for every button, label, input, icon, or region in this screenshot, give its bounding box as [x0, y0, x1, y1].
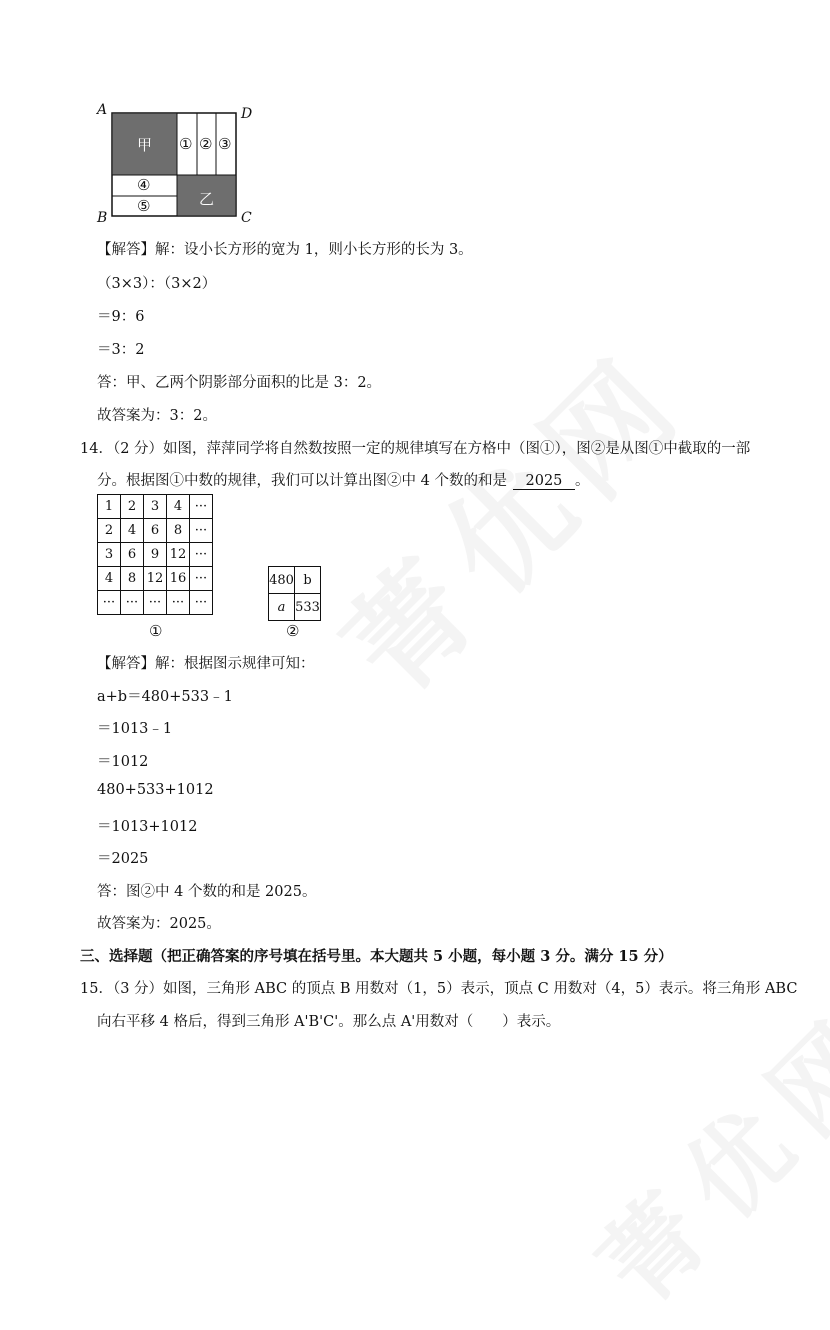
grid1-cell: 9: [144, 543, 167, 567]
q14-solution-line-5: 480+533+1012: [97, 782, 214, 798]
grid1-cell: ···: [190, 567, 213, 591]
strip-2: ②: [199, 135, 213, 153]
grid1-cell: ···: [190, 591, 213, 615]
grid2-cell: a: [269, 594, 295, 621]
label-b: B: [97, 210, 108, 226]
q13-answer-line: 答：甲、乙两个阴影部分面积的比是 3：2。: [97, 375, 382, 391]
label-a: A: [97, 102, 108, 118]
grid1-cell: ···: [144, 591, 167, 615]
grid1-cell: ···: [121, 591, 144, 615]
grid1-cell: 8: [121, 567, 144, 591]
q14-question-line-2: [97, 469, 589, 490]
q15-question-line-2: 向右平移 4 格后，得到三角形 A'B'C'。那么点 A'用数对（ ）表示。: [97, 1014, 561, 1030]
grid1-cell: 2: [121, 495, 144, 519]
grid1-cell: 3: [144, 495, 167, 519]
watermark: [301, 307, 720, 726]
grid1-cell: ···: [190, 495, 213, 519]
grid1-cell: 2: [98, 519, 121, 543]
grid1-cell: 12: [167, 543, 190, 567]
jia-label: 甲: [137, 136, 153, 154]
q14-solution-line-1: 【解答】解：根据图示规律可知：: [97, 656, 315, 672]
q14-final-answer: 故答案为：2025。: [97, 916, 221, 932]
watermark-bottom: [562, 974, 830, 1330]
q14-answer-blank: 2025: [513, 473, 575, 490]
strip-1: ①: [179, 135, 193, 153]
q14-question-text: 分。根据图①中数的规律，我们可以计算出图②中 4 个数的和是: [97, 473, 507, 489]
section-3-heading: 三、选择题（把正确答案的序号填在括号里。本大题共 5 小题，每小题 3 分。满分 15 分）: [80, 948, 673, 965]
q13-solution-line-1: 【解答】解：设小长方形的宽为 1，则小长方形的长为 3。: [97, 242, 473, 258]
grid2-cell: 480: [269, 567, 295, 594]
grid2-cell: b: [295, 567, 321, 594]
q14-solution-line-4: ＝1012: [97, 754, 149, 770]
q13-solution-line-3: ＝9：6: [97, 309, 145, 325]
grid-figure-2: [268, 566, 321, 640]
grid1-cell: 4: [121, 519, 144, 543]
grid1-cell: 12: [144, 567, 167, 591]
grid2-label: ②: [286, 622, 300, 640]
number-grid-1: [97, 494, 213, 615]
rectangle-figure-svg: [95, 100, 265, 225]
grid1-cell: 1: [98, 495, 121, 519]
yi-label: 乙: [199, 190, 215, 208]
q14-solution-line-2: a+b＝480+533﹣1: [97, 689, 233, 705]
label-d: D: [241, 106, 253, 122]
q14-solution-line-3: ＝1013﹣1: [97, 721, 173, 737]
grid-figure-1: [97, 494, 213, 640]
number-grid-2: [268, 566, 321, 621]
grid1-cell: 6: [144, 519, 167, 543]
q14-answer-line: 答：图②中 4 个数的和是 2025。: [97, 884, 317, 900]
grid1-cell: ···: [190, 519, 213, 543]
q13-final-answer: 故答案为：3：2。: [97, 408, 217, 424]
strip-4: ④: [137, 176, 151, 194]
grid1-cell: ···: [190, 543, 213, 567]
q15-question-line-1: 15．（3 分）如图，三角形 ABC 的顶点 B 用数对（1，5）表示，顶点 C 用数对（4，5）表示。将三角形 ABC: [80, 981, 798, 997]
grid1-cell: ···: [98, 591, 121, 615]
q14-question-end: 。: [574, 473, 590, 489]
q14-solution-line-6: ＝1013+1012: [97, 819, 198, 835]
grid1-cell: 4: [167, 495, 190, 519]
q14-solution-line-7: ＝2025: [97, 851, 149, 867]
grid1-cell: 4: [98, 567, 121, 591]
grid1-cell: 6: [121, 543, 144, 567]
strip-3: ③: [218, 135, 232, 153]
grid1-label: ①: [149, 622, 163, 640]
grid2-cell: 533: [295, 594, 321, 621]
rectangle-figure: [95, 100, 265, 225]
q14-question-line-1: 14．（2 分）如图，萍萍同学将自然数按照一定的规律填写在方格中（图①），图②是从图①中截取的一部: [80, 441, 751, 457]
q13-solution-line-2: （3×3）：（3×2）: [97, 276, 217, 292]
grid1-cell: 16: [167, 567, 190, 591]
strip-5: ⑤: [137, 197, 151, 215]
grid1-cell: 3: [98, 543, 121, 567]
label-c: C: [241, 210, 252, 226]
grid1-cell: 8: [167, 519, 190, 543]
q13-solution-line-4: ＝3：2: [97, 342, 145, 358]
grid1-cell: ···: [167, 591, 190, 615]
